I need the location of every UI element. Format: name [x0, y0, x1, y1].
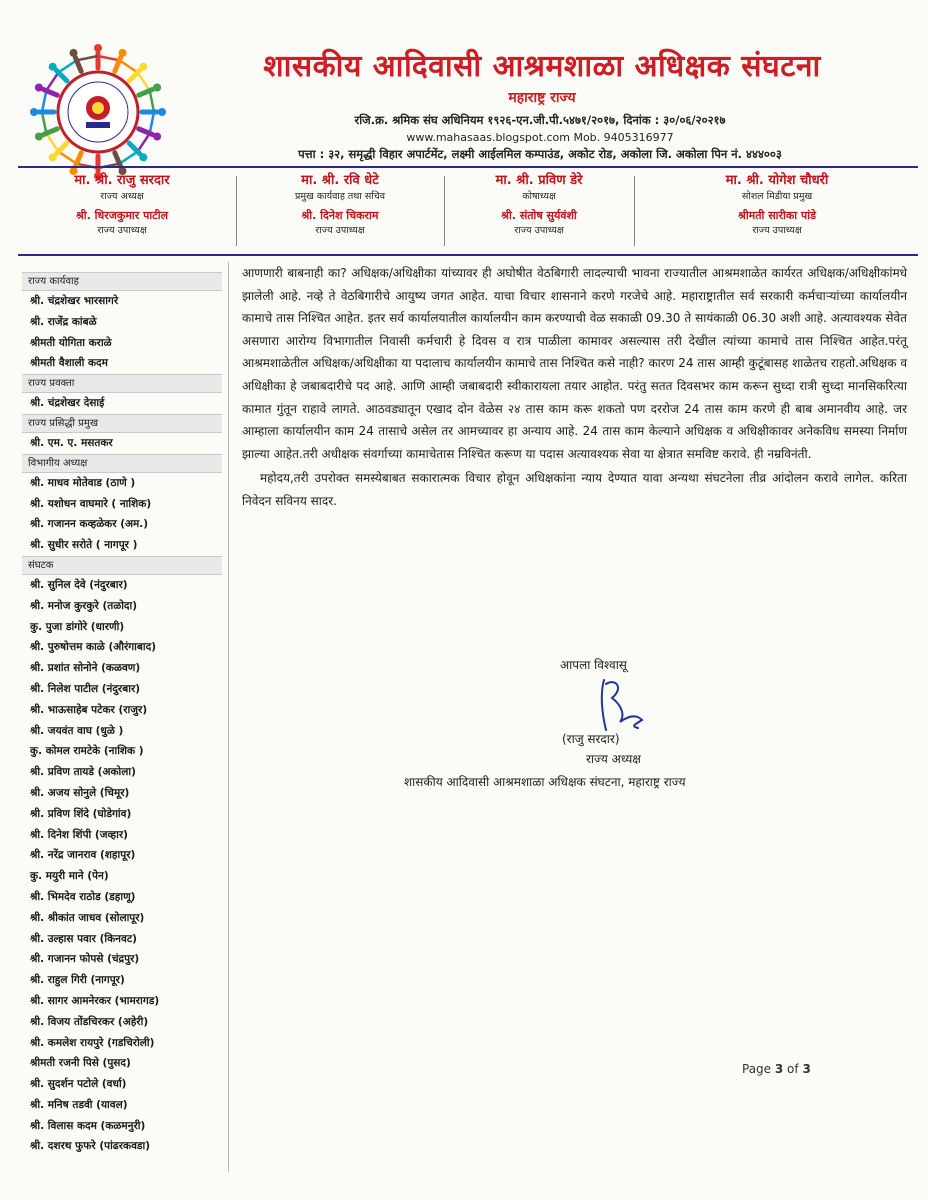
sidebar-member: श्री. नरेंद्र जानराव (शहापूर) — [30, 849, 136, 862]
sidebar-member: श्री. भाऊसाहेब पटेकर (राजुर) — [30, 703, 148, 716]
page-current: 3 — [774, 1062, 784, 1076]
official-separator — [444, 176, 445, 246]
logo-figure-arm — [119, 60, 137, 72]
logo-figure-arm — [98, 56, 119, 60]
organization-subtitle: महाराष्ट्र राज्य — [508, 90, 576, 106]
mobile-number: Mob. 9405316977 — [573, 131, 674, 144]
logo-figure-arm — [138, 72, 150, 90]
page-of: of — [783, 1062, 803, 1076]
sidebar-member: श्री. निलेश पाटील (नंदुरबार) — [30, 682, 141, 695]
page-total: 3 — [802, 1062, 811, 1076]
signatory-name: (राजु सरदार) — [562, 732, 620, 746]
sidebar-section-title: राज्य कार्यवाह — [22, 272, 222, 291]
sidebar-member: श्री. सुदर्शन पटोले (वर्धा) — [30, 1078, 127, 1091]
official-block-2 — [238, 172, 442, 250]
sidebar-section-title: विभागीय अध्यक्ष — [22, 454, 222, 473]
sidebar-member: श्री. माधव मोतेवाड (ठाणे ) — [30, 476, 136, 489]
sidebar-member: श्री. मनोज कुरकुरे (तळोदा) — [30, 599, 138, 612]
official-post-secondary: राज्य उपाध्यक्ष — [752, 225, 802, 236]
sidebar-member: श्री. गजानन फोपसे (चंद्रपुर) — [30, 953, 140, 966]
sidebar-member: श्री. राजेंद्र कांबळे — [30, 315, 97, 328]
official-block-4 — [636, 172, 918, 250]
sidebar-member: श्री. उल्हास पवार (किनवट) — [30, 932, 137, 945]
official-name: मा. श्री. राजु सरदार — [74, 173, 170, 188]
sidebar-member: श्री. मनिष तडवी (यावल) — [30, 1098, 128, 1111]
registration-line: रजि.क्र. श्रमिक संघ अधिनियम १९२६-एन.जी.पी.५४७१/२०१७, दिनांक : ३०/०६/२०२१७ — [354, 113, 726, 127]
official-post: कोषाध्यक्ष — [522, 191, 556, 202]
logo-figure-arm — [58, 60, 76, 72]
sidebar-member: श्री. कमलेश रायपुरे (गडचिरोली) — [30, 1036, 155, 1049]
sidebar-member: श्री. राहुल गिरी (नागपूर) — [30, 974, 125, 987]
logo-figure-body — [56, 143, 67, 154]
sidebar-member: श्री. श्रीकांत जाधव (सोलापूर) — [30, 911, 145, 924]
sidebar-section-title: राज्य प्रसिद्धी प्रमुख — [22, 414, 222, 433]
logo-figure-arm — [46, 72, 58, 90]
official-post-secondary: राज्य उपाध्यक्ष — [97, 225, 147, 236]
sidebar-member: कु. पुजा डांगोरे (धारणी) — [30, 620, 125, 633]
officials-divider — [18, 254, 918, 256]
sidebar-member: श्रीमती वैशाली कदम — [30, 357, 108, 370]
sidebar-member: श्री. जयवंत वाघ (धुळे ) — [30, 724, 124, 737]
sidebar-member: श्री. अजय सोनुले (चिमूर) — [30, 786, 130, 799]
logo-figure-arm — [119, 152, 137, 164]
logo-figure-body — [129, 70, 140, 81]
logo-figure-arm — [42, 112, 46, 133]
sidebar-member: श्री. भिमदेव राठोड (डहाणू) — [30, 890, 136, 903]
contact-line — [180, 130, 900, 145]
logo-figure-arm — [58, 152, 76, 164]
signatory-organization: शासकीय आदिवासी आश्रमशाळा अधिक्षक संघटना, महाराष्ट्र राज्य — [404, 775, 686, 789]
official-name-secondary: श्री. दिनेश चिकराम — [301, 209, 379, 222]
official-separator — [634, 176, 635, 246]
organization-logo — [28, 42, 168, 182]
sidebar-member: श्री. चंद्रशेखर भारसागरे — [30, 295, 119, 307]
official-post: राज्य अध्यक्ष — [100, 191, 144, 202]
sidebar-member: कु. कोमल रामटेके (नाशिक ) — [30, 745, 144, 758]
official-post: सोशल मिडीया प्रमुख — [741, 191, 813, 202]
logo-figure-arm — [150, 112, 154, 133]
official-name-secondary: श्री. धिरजकुमार पाटील — [75, 209, 169, 222]
sidebar-member: श्रीमती रजनी पिसे (पुसद) — [30, 1057, 131, 1070]
signatory-role: राज्य अध्यक्ष — [586, 752, 641, 766]
organization-title: शासकीय आदिवासी आश्रमशाळा अधिक्षक संघटना — [263, 49, 821, 84]
sidebar-member: श्री. दिनेश शिंपी (जव्हार) — [30, 828, 128, 841]
sidebar-section-title: राज्य प्रवक्ता — [22, 374, 222, 393]
sidebar-member: श्री. विजय तोंडचिरकर (अहेरी) — [30, 1015, 149, 1028]
sidebar-member: श्री. यशोधन वाघमारे ( नाशिक) — [30, 497, 152, 510]
header-divider — [18, 166, 918, 168]
logo-figure-arm — [42, 91, 46, 112]
official-name-secondary: श्री. संतोष सुर्यवंशी — [501, 209, 577, 222]
page-prefix: Page — [742, 1062, 775, 1076]
sidebar-member: श्री. दशरथ फुफरे (पांढरकवडा) — [30, 1140, 151, 1153]
signature-greeting: आपला विश्वासू — [560, 658, 627, 672]
sidebar-member: श्री. सागर आमनेरकर (भामरागड) — [30, 994, 160, 1007]
sidebar-member: कु. मयुरी माने (पेन) — [30, 870, 109, 883]
members-sidebar — [22, 272, 222, 1157]
letter-paragraph: आणणारी बाबनाही का? अधिक्षक/अधिक्षीका यांच्यावर ही अघोषीत वेठबिगारी लादल्याची भावना राज्यातील आश्रमशाळेत कार्यरत अधिक्षक/अधिक्षीकांमधे झालेली आहे. नव्हे ते वेठबिगारीचे आयुष्य जगत आहेत. याचा विचार शासनाने करणे गरजेचे आहे. महाराष्ट्रातील सर्व सरकारी कर्मचाऱ्यांच्या कार्यालयीन कामाचे तास निश्चित आहेत. इतर सर्व कार्यालयातील कार्यालयीन काम करण्याची वेळ सकाळी 09.30 ते सायंकाळी 06.30 अशी आहे. अत्यावश्यक सेवेत असणारा आरोग्य विभागातील निवासी कर्मचारी हे दिवस व रात्र पाळीला कामावर असल्यास तरी देखील त्यांच्या कामाचे तास निश्चित आहेत.परंतू आश्रमशाळेतील अधिक्षक/अधिक्षीका या पदालाच कार्यालयीन कामाचे तास निश्चित कसे नाही? कारण 24 तास आम्ही कुटूंबासह शाळेतच राहतो.अधिक्षक व अधिक्षीका हे जबाबदारीचे पद आहे. आणि आम्ही जबाबदारी स्वीकारायला तयार आहोत. परंतु सतत दिवसभर काम करून सुध्दा रात्री सुध्दा मानसिकरित्या कामात गुंतून राहावे लागते. आठवड्यातून एखाद दोन वेळेस २४ तास काम करू शकतो पण दररोज 24 तास काम करणे ही बाब अमानवीय आहे. जर आम्हाला कार्यालयीन काम 24 तासाचे असेल तर आमच्यावर हा अन्याय आहे. 24 तास काम केल्याने अधिक्षक व अधिक्षीकावर अनेकविध समस्या निर्माण झाल्या आहेत.तरी अधीक्षक संवर्गाच्या कामाचेतास निश्चित करूण या पदास अत्यावश्यक सेवा या क्षेत्रात समविष्ट करावे. ही नम्रविनंती. — [242, 266, 907, 461]
page-number — [742, 1062, 811, 1076]
official-separator — [236, 176, 237, 246]
sidebar-member: श्री. पुरुषोत्तम काळे (औरंगाबाद) — [30, 641, 156, 654]
sidebar-member: श्री. सुनिल देवे (नंदुरबार) — [30, 578, 128, 591]
logo-figure-arm — [150, 91, 154, 112]
website-link[interactable]: www.mahasaas.blogspot.com — [406, 131, 570, 144]
logo-figure-arm — [138, 133, 150, 151]
official-name: मा. श्री. रवि धेटे — [301, 173, 379, 188]
sidebar-member: श्री. चंद्रशेखर देसाई — [30, 397, 105, 410]
sidebar-member: श्री. एम. ए. मसतकर — [30, 436, 113, 449]
official-post: प्रमुख कार्यवाह तथा सचिव — [294, 191, 386, 202]
sidebar-member: श्री. प्रशांत सोनोने (कळवण) — [30, 662, 141, 675]
logo-figure-body — [129, 143, 140, 154]
sidebar-member: श्री. सुधीर सरोते ( नागपूर ) — [30, 539, 138, 552]
sidebar-member: श्री. प्रविण तायडे (अकोला) — [30, 766, 136, 779]
sidebar-section-title: संघटक — [22, 556, 222, 575]
letter-paragraph: महोदय,तरी उपरोक्त समस्येबाबत सकारात्मक विचार होवून अधिक्षकांना न्याय देण्यात यावा अन्यथा संघटनेला तीव्र आंदोलन करावे लागेल. करिता निवेदन सविनय सादर. — [242, 471, 907, 508]
official-block-3 — [446, 172, 632, 250]
address-line: पत्ता : ३२, समृद्धी विहार अपार्टमेंट, लक्ष्मी आईलमिल कम्पाउंड, अकोट रोड, अकोला जि. अकोला पिन नं. ४४४००३ — [298, 147, 782, 161]
sidebar-divider — [228, 262, 229, 1172]
sidebar-member: श्रीमती योगिता कराळे — [30, 336, 112, 349]
logo-figure-arm — [77, 56, 98, 60]
logo-figure-body — [56, 70, 67, 81]
sidebar-member: श्री. प्रविण शिंदे (घोडेगांव) — [30, 807, 132, 820]
handwritten-signature — [590, 674, 660, 734]
official-block-1 — [22, 172, 222, 250]
sidebar-member: श्री. विलास कदम (कळमनुरी) — [30, 1119, 146, 1132]
official-post-secondary: राज्य उपाध्यक्ष — [315, 225, 365, 236]
letter-body — [242, 262, 907, 513]
official-name: मा. श्री. योगेश चौधरी — [725, 173, 829, 188]
official-name-secondary: श्रीमती सारीका पांडे — [738, 209, 816, 222]
official-name: मा. श्री. प्रविण डेरे — [495, 173, 583, 188]
official-post-secondary: राज्य उपाध्यक्ष — [514, 225, 564, 236]
sidebar-member: श्री. गजानन कव्हळेकर (अम.) — [30, 518, 149, 531]
logo-figure-arm — [46, 133, 58, 151]
